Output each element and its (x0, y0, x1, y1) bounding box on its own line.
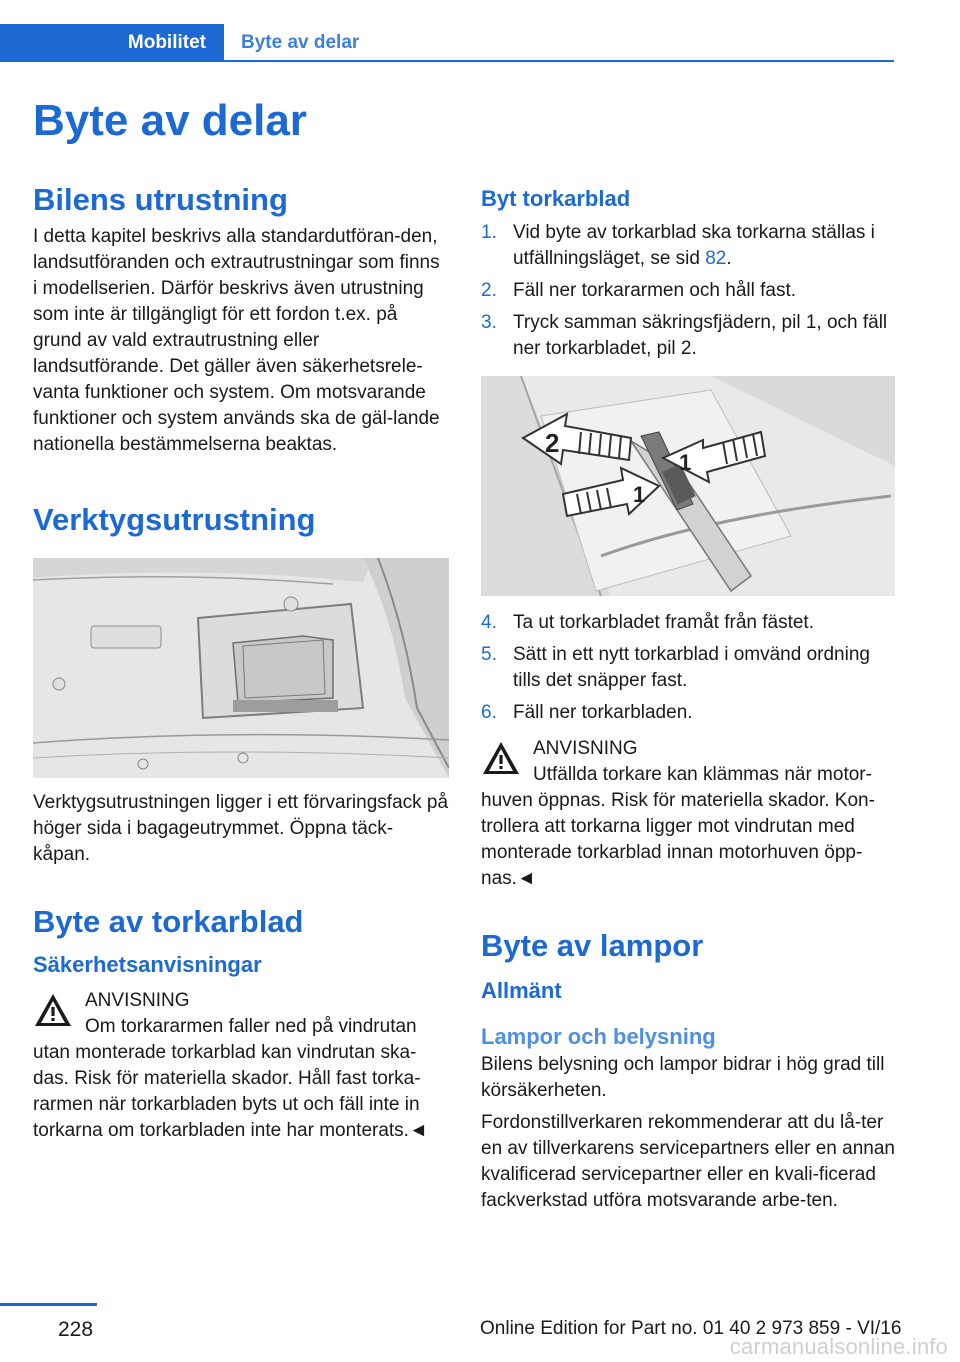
step-item (481, 700, 895, 726)
warning-icon (33, 992, 73, 1028)
arrow-label-2: 2 (545, 428, 560, 458)
step-item (481, 278, 895, 304)
safety-heading: Säkerhetsanvisningar (33, 952, 262, 977)
tool-kit-image (33, 558, 449, 778)
warning-text: Om torkararmen faller ned på vindrutan utan monterade torkarblad kan vindrutan ska-das. Risk för materiella skador. Håll fast torka-rarmen när torkarbladen byts ut och fäll inte in torkarna om torkarbladen inte har monterats.◄ (33, 1016, 428, 1141)
equipment-paragraph: I detta kapitel beskrivs alla standardutföran-den, landsutföranden och extrautrustningar som finns i modellserien. Därför beskrivs även utrustning som inte är tillgängligt för ett fordon t.ex. på grund av vald extrautrustning eller landsutförande. Det gäller även säkerhetsrele-vanta funktioner och system. Om motsvarande funktioner och system används ska de gäl-lande nationella bestämmelserna beaktas. (33, 226, 440, 455)
page-header (0, 24, 894, 62)
step-number: 6. (481, 702, 497, 723)
chapter-tab[interactable]: Byte av delar (241, 32, 360, 53)
warning-text: Utfällda torkare kan klämmas när motor-huven öppnas. Risk för materiella skador. Kon-trollera att torkarna ligger mot vindrutan med monterade torkarblad innan motorhuven öpp-nas.◄ (481, 764, 875, 889)
lights-paragraph-1: Bilens belysning och lampor bidrar i hög grad till körsäkerheten. (481, 1054, 885, 1101)
step-item (481, 642, 895, 694)
wiper-blade-image (481, 376, 895, 596)
step-number: 5. (481, 644, 497, 665)
wiper-blade-illustration (481, 376, 895, 596)
step-number: 4. (481, 612, 497, 633)
tools-heading: Verktygsutrustning (33, 502, 316, 537)
warning-title: ANVISNING (85, 990, 190, 1011)
page-title: Byte av delar (33, 96, 307, 145)
tools-paragraph: Verktygsutrustningen ligger i ett förvaringsfack på höger sida i bagageutrymmet. Öppna täck-kåpan. (33, 792, 449, 865)
step-text: Fäll ner torkarbladen. (513, 702, 693, 723)
page-reference-link[interactable]: 82 (705, 248, 727, 269)
watermark: carmanualsonline.info (729, 1334, 948, 1359)
arrow-label-1a: 1 (679, 450, 692, 475)
step-text: Sätt in ett nytt torkarblad i omvänd ordning tills det snäpper fast. (513, 644, 870, 691)
wiper-steps-1 (481, 220, 895, 362)
step-text: Ta ut torkarbladet framåt från fästet. (513, 612, 814, 633)
left-column (33, 182, 449, 1144)
wiper-heading: Byte av torkarblad (33, 904, 304, 939)
trunk-compartment-illustration (33, 558, 449, 778)
step-number: 1. (481, 222, 497, 243)
step-item (481, 220, 895, 272)
wiper-hood-warning (481, 736, 895, 892)
lamps-heading: Byte av lampor (481, 928, 704, 963)
header-divider (224, 60, 894, 62)
replace-wiper-heading: Byt torkarblad (481, 186, 631, 211)
warning-title: ANVISNING (533, 738, 638, 759)
section-tab[interactable]: Mobilitet (0, 24, 224, 62)
arrow-label-1b: 1 (633, 482, 646, 507)
lights-heading: Lampor och belysning (481, 1024, 716, 1049)
step-item (481, 610, 895, 636)
wiper-steps-2 (481, 610, 895, 726)
step-text: Vid byte av torkarblad ska torkarna ställas i utfällningsläget, se sid (513, 222, 875, 269)
equipment-heading: Bilens utrustning (33, 182, 288, 217)
page-number: 228 (58, 1318, 94, 1341)
step-text: Fäll ner torkararmen och håll fast. (513, 280, 797, 301)
step-item (481, 310, 895, 362)
step-text: Tryck samman säkringsfjädern, pil 1, och fäll ner torkarbladet, pil 2. (513, 312, 888, 359)
warning-icon (481, 740, 521, 776)
wiper-warning (33, 988, 449, 1144)
right-column (481, 182, 895, 1214)
step-number: 2. (481, 280, 497, 301)
lights-paragraph-2: Fordonstillverkaren rekommenderar att du lå-ter en av tillverkarens servicepartners eller en annan kvalificerad servicepartner eller en kvali-ficerad fackverkstad utföra motsvarande arbe-ten. (481, 1112, 895, 1211)
footer-divider (0, 1303, 97, 1306)
step-text-end: . (726, 248, 732, 269)
step-number: 3. (481, 312, 497, 333)
general-heading: Allmänt (481, 978, 562, 1003)
edition-note: Online Edition for Part no. 01 40 2 973 859 - VI/16 (480, 1318, 902, 1339)
